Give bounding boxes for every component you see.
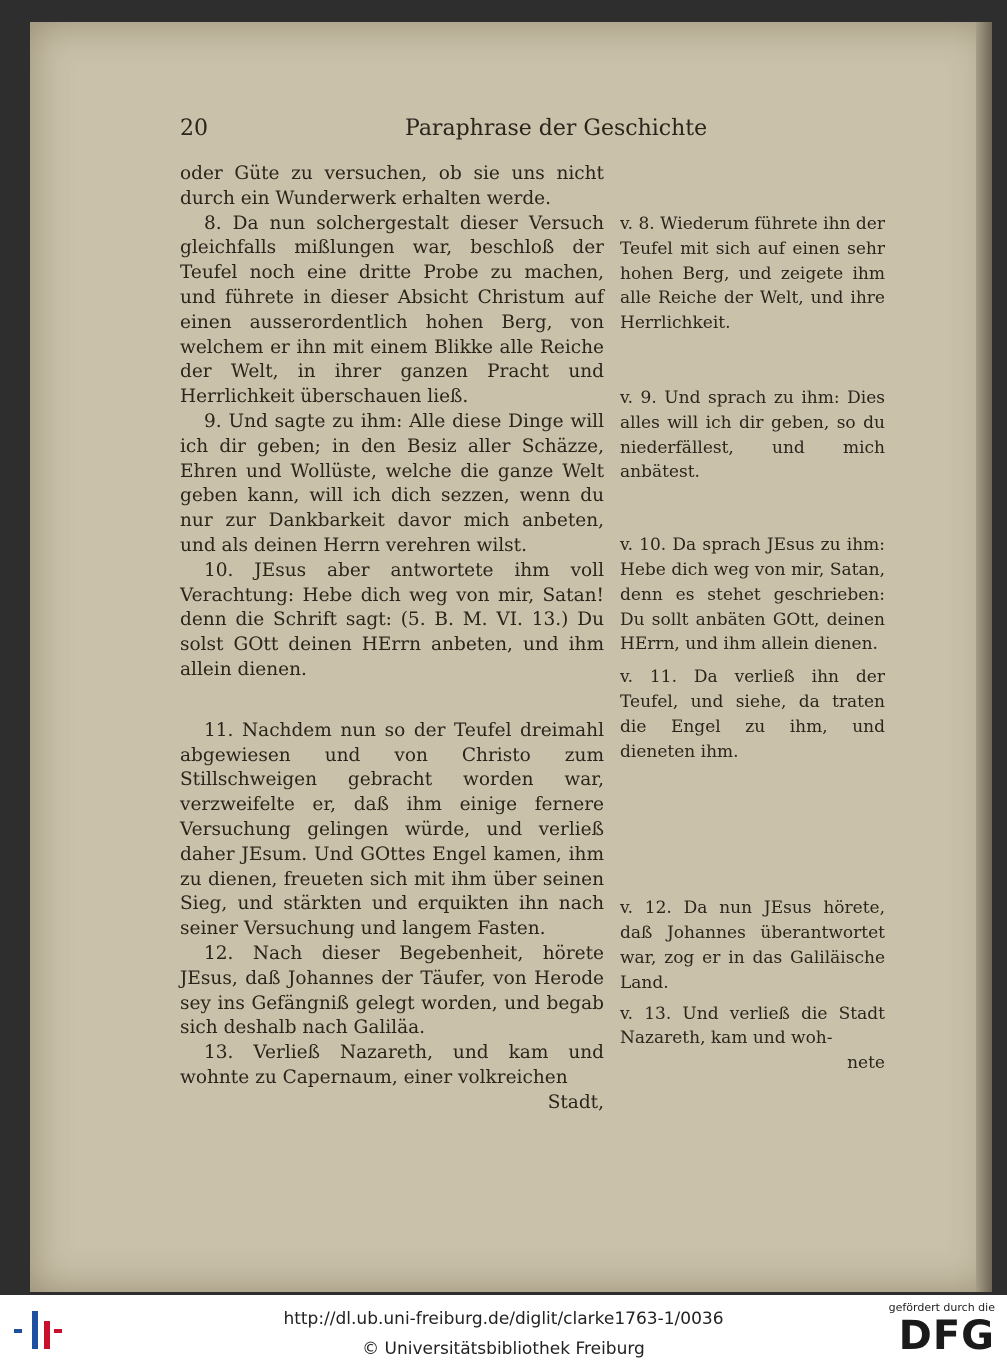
permalink[interactable]: http://dl.ub.uni-freiburg.de/diglit/clarke1763-1/0036: [283, 1309, 724, 1329]
paragraph-13: 13. Verließ Nazareth, und kam und wohnte zu Capernaum, einer volkreichen: [180, 1042, 604, 1088]
page-number: 20: [180, 116, 208, 141]
paragraph-8: 8. Da nun solchergestalt dieser Versuch gleichfalls mißlungen war, beschloß der Teufel noch eine dritte Probe zu machen, und führete in dieser Absicht Christum auf einen ausserordentlich hohen Berg, von welchem er ihn mit einem Blikke alle Reiche der Welt, in ihrer ganzen Pracht und Herrlichkeit überschauen ließ.: [180, 212, 604, 408]
dfg-logo-text: DFG: [898, 1313, 995, 1359]
dfg-logo: [887, 1301, 995, 1363]
verse-8: v. 8. Wiederum führete ihn der Teufel mit sich auf einen sehr hohen Berg, und zeigete ihm alle Reiche der Welt, und ihre Herrlichkeit.: [620, 214, 885, 334]
running-title: Paraphrase der Geschichte: [405, 116, 708, 141]
verse-11: v. 11. Da verließ ihn der Teufel, und siehe, da traten die Engel zu ihm, und dieneten ihm.: [620, 667, 885, 762]
page-edge: [976, 22, 992, 1292]
paragraph-11: 11. Nachdem nun so der Teufel dreimahl abgewiesen und von Christo zum Stillschweigen gebracht worden war, verzweifelte er, daß ihm einige fernere Versuchung gelingen würde, und verließ daher JEsum. Und GOttes Engel kamen, ihm zu dienen, freueten sich mit ihm über seinen Sieg, und stärkten und erquikten ihn nach seiner Versuchung und langem Fasten.: [180, 719, 604, 940]
verse-13: v. 13. Und verließ die Stadt Nazareth, kam und woh-: [620, 1003, 885, 1049]
paragraph-12: 12. Nach dieser Begebenheit, hörete JEsus, daß Johannes der Täufer, von Herode sey ins Gefängniß gelegt worden, und begab sich deshalb nach Galiläa.: [180, 942, 604, 1039]
viewer-footer: [0, 1295, 1007, 1367]
copyright-notice: © Universitätsbibliothek Freiburg: [362, 1339, 645, 1359]
paragraph-9: 9. Und sagte zu ihm: Alle diese Dinge will ich dir geben; in den Besiz aller Schäzze, Ehren und Wollüste, welche die ganze Welt geben kann, will ich dich sezzen, wenn du nur zur Dankbarkeit davor mich anbeten, und als deinen Herrn verehren wilst.: [180, 410, 604, 556]
main-text-column: [180, 162, 604, 1115]
funder-caption: gefördert durch die: [888, 1301, 995, 1314]
verse-9: v. 9. Und sprach zu ihm: Dies alles will ich dir geben, so du niederfällest, und mich anbätest.: [620, 387, 885, 483]
paragraph-intro: oder Güte zu versuchen, ob sie uns nicht durch ein Wunderwerk erhalten werde.: [180, 163, 604, 209]
bible-verse-column: [620, 212, 885, 1076]
verse-12: v. 12. Da nun JEsus hörete, daß Johannes überantwortet war, zog er in das Galiläische Land.: [620, 898, 885, 993]
paragraph-10: 10. JEsus aber antwortete ihm voll Verachtung: Hebe dich weg von mir, Satan! denn die Schrift sagt: (5. B. M. VI. 13.) Du solst GOtt deinen HErrn anbeten, und ihm allein dienen.: [180, 559, 604, 680]
verse-10: v. 10. Da sprach JEsus zu ihm: Hebe dich weg von mir, Satan, denn es stehet geschrieben: Du sollt anbäten GOtt, deinen HErrn, und ihm allein dienen.: [620, 535, 885, 655]
verse-catchword: nete: [847, 1053, 885, 1074]
catchword: Stadt,: [547, 1091, 604, 1113]
